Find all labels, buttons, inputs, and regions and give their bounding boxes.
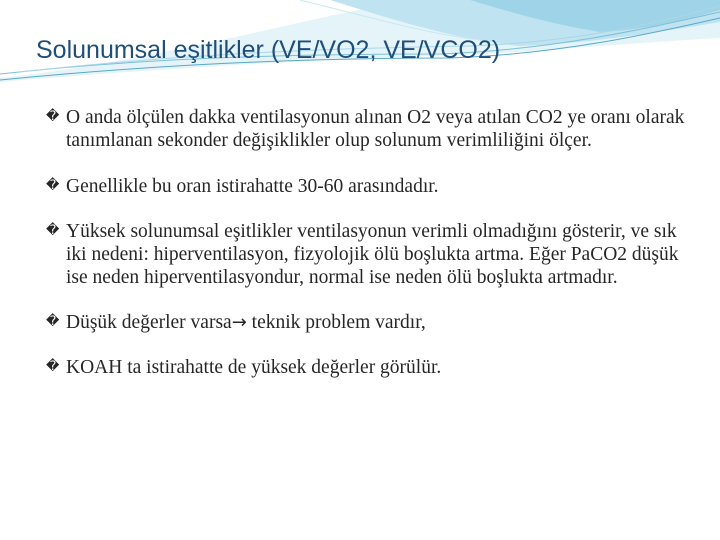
bullet-marker-icon: � xyxy=(46,359,60,374)
bullet-item-copd xyxy=(46,356,686,379)
slide-title: Solunumsal eşitlikler (VE/VO2, VE/VCO2) xyxy=(36,36,501,64)
bullet-item-definition xyxy=(46,106,686,152)
bullet-text-before-arrow: Düşük değerler varsa xyxy=(66,312,232,333)
bullet-item-low-values xyxy=(46,311,686,334)
bullet-marker-icon: � xyxy=(46,314,60,329)
bullet-list xyxy=(46,106,686,379)
bullet-text: Genellikle bu oran istirahatte 30-60 arasındadır. xyxy=(66,176,439,197)
bullet-text: Yüksek solunumsal eşitlikler ventilasyonun verimli olmadığını gösterir, ve sık iki nedeni: hiperventilasyon, fizyolojik ölü boşlukta artma. Eğer PaCO2 düşük ise neden hiperventilasyondur, normal ise neden ölü boşlukta artmadır. xyxy=(66,221,679,288)
bullet-marker-icon: � xyxy=(46,223,60,238)
bullet-text: O anda ölçülen dakka ventilasyonun alınan O2 veya atılan CO2 ye oranı olarak tanımlanan sekonder değişiklikler olup solunum verimliliğini ölçer. xyxy=(66,107,685,151)
right-arrow-icon: → xyxy=(231,312,247,333)
bullet-text: KOAH ta istirahatte de yüksek değerler görülür. xyxy=(66,357,442,378)
bullet-item-rest-range xyxy=(46,175,686,198)
bullet-marker-icon: � xyxy=(46,178,60,193)
bullet-item-high-values xyxy=(46,220,686,289)
bullet-marker-icon: � xyxy=(46,109,60,124)
bullet-text-after-arrow: teknik problem vardır, xyxy=(246,312,426,333)
